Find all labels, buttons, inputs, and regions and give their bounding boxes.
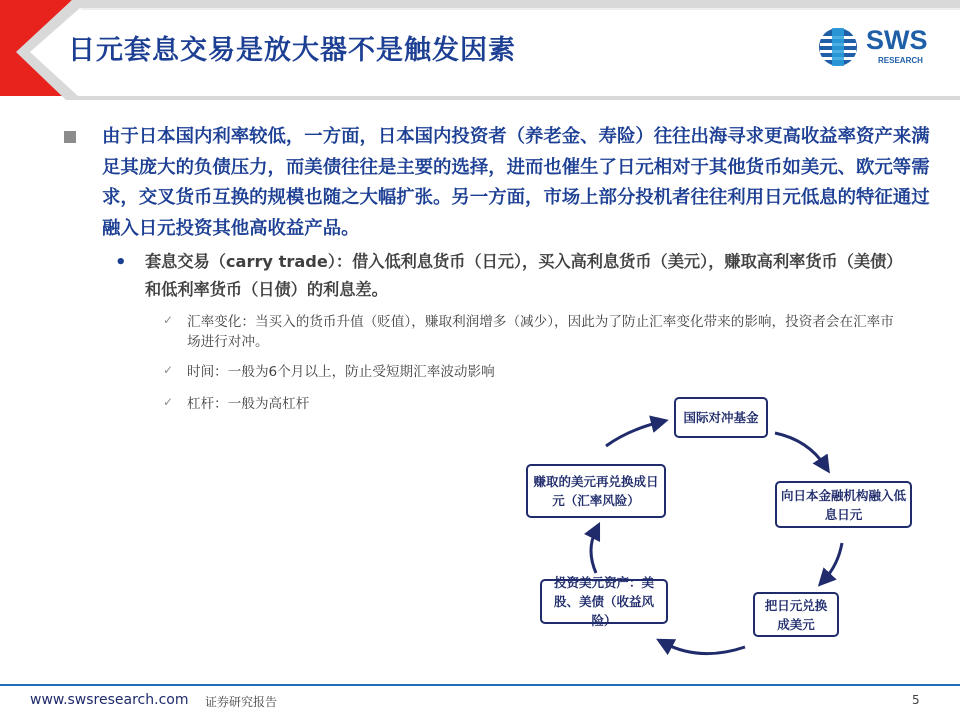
dot-bullet-icon: • [115, 252, 127, 273]
logo-subtext: RESEARCH [878, 56, 923, 65]
page-title: 日元套息交易是放大器不是触发因素 [68, 35, 516, 66]
check-item-exchange-rate: 汇率变化：当买入的货币升值（贬值），赚取利润增多（减少），因此为了防止汇率变化带来的影响，投资者会在汇率市场进行对冲。 [187, 314, 894, 350]
sub-bullet-text: 套息交易（carry trade）：借入低利息货币（日元），买入高利息货币（美元），赚取高利率货币（美债）和低利率货币（日债）的利息差。 [145, 252, 903, 299]
arrow-2 [824, 543, 842, 580]
footer-label: 证券研究报告 [205, 695, 278, 709]
footer-divider [0, 684, 960, 686]
square-bullet-icon [64, 131, 76, 143]
footer-url[interactable]: www.swsresearch.com [30, 692, 189, 708]
node-convert-usd: 把日元兑换成美元 [753, 592, 839, 637]
logo-text: SWS [866, 25, 928, 55]
node-borrow-yen: 向日本金融机构融入低息日元 [775, 481, 912, 528]
sws-logo [816, 22, 946, 72]
node-invest-usd-assets: 投资美元资产：美股、美债（收益风险） [540, 579, 668, 624]
checkmark-icon: ✓ [163, 313, 174, 327]
page-number: 5 [912, 693, 920, 707]
main-bullet-text: 由于日本国内利率较低，一方面，日本国内投资者（养老金、寿险）往往出海寻求更高收益率资产来满足其庞大的负债压力，而美债往往是主要的选择，进而也催生了日元相对于其他货币如美元、欧元等需求，交叉货币互换的规模也随之大幅扩张。另一方面，市场上部分投机者往往利用日元低息的特征通过融入日元投资其他高收益产品。 [102, 126, 930, 239]
check-item-leverage: 杠杆：一般为高杠杆 [187, 396, 310, 412]
arrow-5 [606, 422, 660, 446]
arrow-4 [591, 530, 596, 573]
checkmark-icon: ✓ [163, 395, 174, 409]
arrow-1 [775, 433, 825, 466]
node-convert-back-yen: 赚取的美元再兑换成日元（汇率风险） [526, 464, 666, 518]
checkmark-icon: ✓ [163, 363, 174, 377]
check-item-time: 时间：一般为6个月以上，防止受短期汇率波动影响 [187, 364, 495, 380]
node-hedge-fund: 国际对冲基金 [674, 397, 768, 438]
arrow-3 [664, 643, 745, 654]
